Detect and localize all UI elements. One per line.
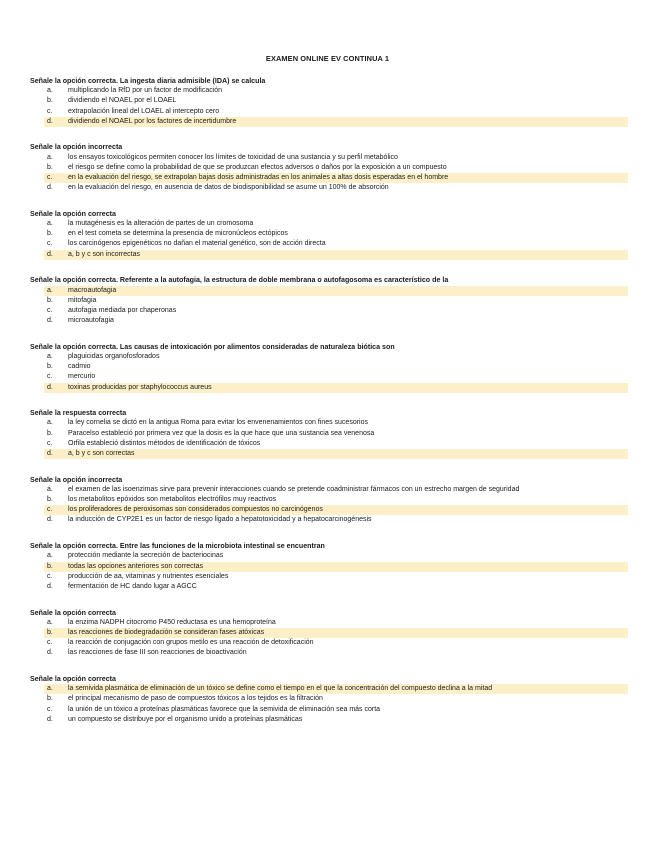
option-a	[30, 86, 630, 96]
option-letter: d.	[47, 184, 53, 192]
question	[30, 408, 630, 459]
question	[30, 475, 630, 526]
option-b	[30, 495, 630, 505]
option-text: el examen de las isoenzimas sirve para prevenir interacciones cuando se pretende coadministrar fármacos con un estrecho margen de seguridad	[68, 485, 520, 493]
option-letter: c.	[47, 240, 53, 248]
option-letter: c.	[47, 373, 53, 381]
question-text: Señale la respuesta correcta	[30, 409, 127, 418]
option-letter: a.	[47, 419, 53, 427]
question-text: Señale la opción correcta	[30, 675, 116, 684]
option-letter: d.	[47, 715, 53, 723]
option-text: plaguicidas organofosforados	[68, 353, 160, 361]
option-letter: b.	[47, 429, 53, 437]
option-letter: d.	[47, 250, 53, 258]
option-letter: a.	[47, 618, 53, 626]
option-text: la unión de un tóxico a proteínas plasmáticas favorece que la semivida de eliminación sea más corta	[68, 705, 381, 713]
option-letter: b.	[47, 695, 53, 703]
option-text: las reacciones de fase III son reacciones de bioactivación	[68, 649, 247, 657]
option-a	[30, 352, 630, 362]
option-letter: a.	[47, 485, 53, 493]
option-letter: d.	[47, 383, 53, 391]
option-c	[30, 439, 630, 449]
option-letter: c.	[47, 639, 53, 647]
option-text: el riesgo se define como la probabilidad de que se produzcan efectos adversos o daños por la exposición a un compuesto	[68, 163, 447, 171]
option-text: en la evaluación del riesgo, en ausencia de datos de biodisponibilidad se asume un 100% de absorción	[68, 184, 389, 192]
option-a	[30, 153, 630, 163]
option-letter: b.	[47, 163, 53, 171]
option-text: los metabolitos epóxidos son metabolitos electrófilos muy reactivos	[68, 496, 277, 504]
option-c	[44, 505, 628, 515]
option-letter: c.	[47, 306, 53, 314]
option-letter: c.	[47, 439, 53, 447]
option-d	[44, 383, 628, 393]
option-text: Paracelso estableció por primera vez que la dosis es la que hace que una sustancia sea venenosa	[68, 429, 375, 437]
option-letter: b.	[47, 496, 53, 504]
question-text: Señale la opción correcta. Las causas de intoxicación por alimentos consideradas de naturaleza biótica son	[30, 342, 395, 351]
option-b	[30, 296, 630, 306]
option-letter: a.	[47, 552, 53, 560]
option-text: protección mediante la secreción de bacteriocinas	[68, 552, 224, 560]
option-d	[30, 648, 630, 658]
option-letter: d.	[47, 582, 53, 590]
option-b	[30, 362, 630, 372]
question	[30, 674, 630, 725]
option-letter: c.	[47, 506, 53, 514]
question	[30, 76, 630, 127]
option-text: la ley cornelia se dictó en la antigua Roma para evitar los envenenamientos con fines sucesorios	[68, 419, 369, 427]
option-text: en la evaluación del riesgo, se extrapolan bajas dosis administradas en los animales a altas dosis esperadas en el hombre	[68, 174, 449, 182]
question-text: Señale la opción correcta	[30, 608, 116, 617]
question	[30, 541, 630, 592]
option-a	[30, 618, 630, 628]
option-c	[30, 705, 630, 715]
option-d	[30, 316, 630, 326]
option-text: producción de aa, vitaminas y nutrientes esenciales	[68, 572, 229, 580]
option-text: a, b y c son correctas	[68, 450, 135, 458]
option-c	[44, 173, 628, 183]
option-a	[44, 286, 628, 296]
option-letter: b.	[47, 296, 53, 304]
option-letter: b.	[47, 363, 53, 371]
option-d	[44, 250, 628, 260]
question	[30, 209, 630, 260]
option-d	[44, 449, 628, 459]
option-letter: b.	[47, 629, 53, 637]
option-c	[30, 372, 630, 382]
question-text: Señale la opción correcta. Entre las funciones de la microbiota intestinal se encuentran	[30, 542, 325, 551]
option-b	[30, 429, 630, 439]
option-letter: a.	[47, 353, 53, 361]
option-b	[30, 694, 630, 704]
option-letter: b.	[47, 97, 53, 105]
option-letter: d.	[47, 450, 53, 458]
option-letter: a.	[47, 153, 53, 161]
option-b	[30, 229, 630, 239]
option-text: macroautofagia	[68, 286, 117, 294]
option-text: en el test cometa se determina la presencia de micronúcleos ectópicos	[68, 230, 288, 238]
option-d	[44, 117, 628, 127]
question-text: Señale la opción correcta. Referente a la autofagia, la estructura de doble membrana o autofagosoma es característico de la	[30, 276, 449, 285]
option-text: a, b y c son incorrectas	[68, 250, 140, 258]
option-text: microautofagia	[68, 317, 114, 325]
option-d	[30, 582, 630, 592]
option-letter: c.	[47, 705, 53, 713]
option-d	[30, 715, 630, 725]
option-letter: c.	[47, 572, 53, 580]
option-text: la enzima NADPH citocromo P450 reductasa es una hemoproteína	[68, 618, 276, 626]
option-letter: a.	[47, 220, 53, 228]
option-text: la semivida plasmática de eliminación de un tóxico se define como el tiempo en el que la concentración del compuesto declina a la mitad	[68, 685, 493, 693]
option-text: los carcinógenos epigenéticos no dañan el material genético, son de acción directa	[68, 240, 326, 248]
option-letter: c.	[47, 107, 53, 115]
option-text: cadmio	[68, 363, 91, 371]
option-a	[30, 485, 630, 495]
question-list	[30, 76, 630, 741]
option-text: los proliferadores de peroxisomas son considerados compuestos no carcinógenos	[68, 506, 323, 514]
option-text: las reacciones de biodegradación se consideran fases atóxicas	[68, 629, 265, 637]
option-d	[30, 183, 630, 193]
option-c	[30, 239, 630, 249]
option-text: dividiendo el NOAEL por el LOAEL	[68, 97, 177, 105]
option-a	[30, 551, 630, 561]
option-letter: d.	[47, 516, 53, 524]
option-text: mercurio	[68, 373, 96, 381]
option-text: los ensayos toxicológicos permiten conocer los límites de toxicidad de una sustancia y su perfil metabólico	[68, 153, 398, 161]
option-text: Orfila estableció distintos métodos de identificación de tóxicos	[68, 439, 261, 447]
option-letter: a.	[47, 685, 53, 693]
option-text: fermentación de HC dando lugar a AGCC	[68, 582, 197, 590]
option-text: multiplicando la RfD por un factor de modificación	[68, 87, 223, 95]
option-text: extrapolación lineal del LOAEL al intercepto cero	[68, 107, 220, 115]
option-b	[44, 628, 628, 638]
option-letter: b.	[47, 230, 53, 238]
question	[30, 142, 630, 193]
option-letter: a.	[47, 286, 53, 294]
option-text: la reacción de conjugación con grupos metilo es una reacción de detoxificación	[68, 639, 314, 647]
option-b	[30, 163, 630, 173]
option-a	[44, 684, 628, 694]
question-text: Señale la opción correcta	[30, 209, 116, 218]
option-text: toxinas producidas por staphylococcus aureus	[68, 383, 212, 391]
option-text: mitofagia	[68, 296, 97, 304]
option-d	[30, 515, 630, 525]
option-a	[30, 219, 630, 229]
question-text: Señale la opción correcta. La ingesta diaria admisible (IDA) se calcula	[30, 77, 266, 85]
option-text: dividiendo el NOAEL por los factores de incertidumbre	[68, 117, 237, 125]
option-text: un compuesto se distribuye por el organismo unido a proteínas plasmáticas	[68, 715, 303, 723]
option-letter: a.	[47, 87, 53, 95]
exam-title: EXAMEN ONLINE EV CONTINUA 1	[265, 54, 390, 63]
option-c	[30, 572, 630, 582]
option-text: todas las opciones anteriores son correctas	[68, 562, 204, 570]
option-c	[30, 107, 630, 117]
option-c	[30, 638, 630, 648]
option-text: la inducción de CYP2E1 es un factor de riesgo ligado a hepatotoxicidad y a hepatocarcinogénesis	[68, 516, 372, 524]
question-text: Señale la opción incorrecta	[30, 475, 123, 484]
option-text: la mutagénesis es la alteración de partes de un cromosoma	[68, 220, 254, 228]
option-text: el principal mecanismo de paso de compuestos tóxicos a los tejidos es la filtración	[68, 695, 323, 703]
option-letter: b.	[47, 562, 53, 570]
option-letter: d.	[47, 117, 53, 125]
option-letter: d.	[47, 317, 53, 325]
question	[30, 275, 630, 326]
option-b	[30, 96, 630, 106]
option-b	[44, 562, 628, 572]
option-text: autofagia mediada por chaperonas	[68, 306, 177, 314]
option-letter: c.	[47, 174, 53, 182]
option-a	[30, 418, 630, 428]
option-c	[30, 306, 630, 316]
question	[30, 608, 630, 659]
question	[30, 342, 630, 393]
question-text: Señale la opción incorrecta	[30, 143, 123, 152]
option-letter: d.	[47, 649, 53, 657]
